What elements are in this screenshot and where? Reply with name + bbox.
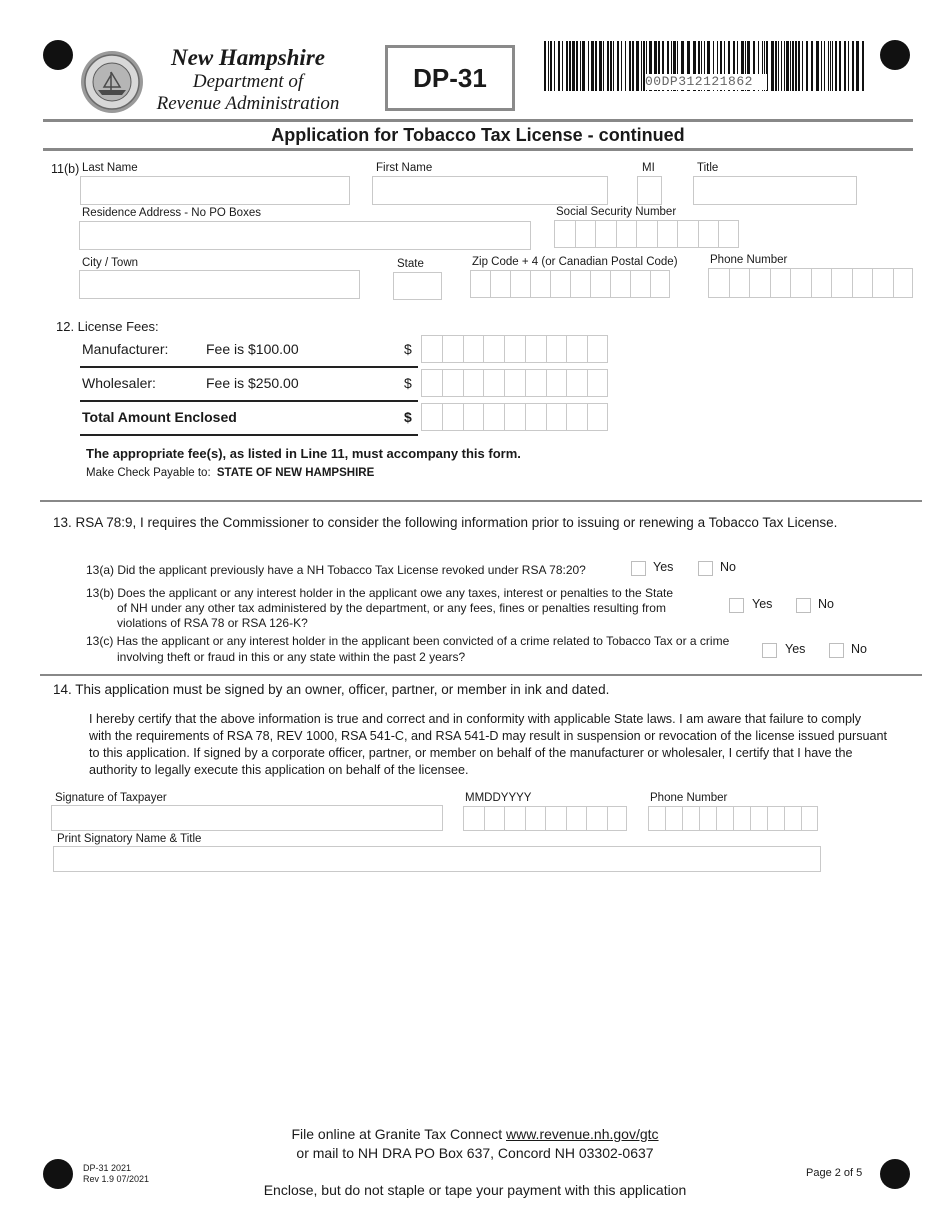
barcode-bar [591, 41, 594, 91]
input-cell[interactable] [550, 270, 570, 298]
form-revision: Rev 1.9 07/2021 [83, 1174, 150, 1184]
barcode-bar [848, 41, 849, 91]
barcode-bar [554, 41, 555, 91]
barcode-bar [572, 41, 575, 91]
signer-phone-label: Phone Number [650, 792, 728, 804]
input-cell[interactable] [525, 806, 546, 831]
barcode-bar [607, 41, 609, 91]
barcode-bar [816, 41, 819, 91]
barcode-bar [856, 41, 859, 91]
input-cell[interactable] [587, 403, 608, 431]
form-id-box [385, 45, 515, 111]
form-code: DP-31 2021 [83, 1163, 132, 1173]
input-cell[interactable] [586, 806, 607, 831]
certification-line: authority to legally execute this application on behalf of the licensee. [89, 763, 469, 777]
barcode-bar [562, 41, 563, 91]
barcode-bar [784, 41, 785, 91]
footer-url-link[interactable]: www.revenue.nh.gov/gtc [506, 1126, 659, 1142]
barcode-bar [610, 41, 612, 91]
question-13b-line3: violations of RSA 78 or RSA 126-K? [117, 616, 308, 630]
input-cell[interactable] [421, 403, 442, 431]
registration-dot [43, 40, 73, 70]
input-cell[interactable] [566, 369, 587, 397]
input-cell[interactable] [698, 220, 719, 248]
barcode-bar [599, 41, 602, 91]
zip-field[interactable] [470, 270, 670, 298]
section-11b-number: 11(b) [51, 162, 80, 176]
signer-phone-field[interactable] [648, 806, 818, 831]
input-cell[interactable] [801, 806, 818, 831]
question-13b-line1: 13(b) Does the applicant or any interest holder in the applicant owe any taxes, interest or penalties to the State [86, 586, 674, 600]
agency-line3: Revenue Administration [156, 93, 340, 114]
certification-line: I hereby certify that the above information is true and correct and in conformity with applicable State laws. I am aware that failure to comply [89, 712, 862, 726]
page-title: Application for Tobacco Tax License - continued [271, 125, 685, 145]
barcode-bar [617, 41, 619, 91]
input-cell[interactable] [811, 268, 832, 298]
date-label: MMDDYYYY [465, 792, 532, 804]
q13a-yes-checkbox[interactable] [631, 561, 646, 576]
input-cell[interactable] [463, 335, 484, 363]
page-number: Page 2 of 5 [806, 1167, 863, 1179]
q13c-yes-label: Yes [785, 642, 806, 656]
total-amount-field[interactable] [421, 403, 608, 431]
input-cell[interactable] [749, 268, 770, 298]
footer-online [0, 1126, 950, 1142]
barcode-bar [625, 41, 626, 91]
barcode-bar [862, 41, 864, 91]
agency-name [140, 45, 356, 115]
mi-label: MI [642, 162, 655, 174]
phone-label: Phone Number [710, 254, 788, 266]
input-cell[interactable] [665, 806, 682, 831]
input-cell[interactable] [716, 806, 733, 831]
barcode-bar [566, 41, 568, 91]
input-cell[interactable] [648, 806, 665, 831]
date-field[interactable] [463, 806, 627, 831]
phone-field[interactable] [708, 268, 913, 298]
input-cell[interactable] [566, 403, 587, 431]
input-cell[interactable] [545, 806, 566, 831]
total-dollar-sign: $ [404, 409, 412, 425]
input-cell[interactable] [595, 220, 616, 248]
barcode-bar [544, 41, 546, 91]
input-cell[interactable] [421, 369, 442, 397]
last-name-label: Last Name [82, 162, 138, 174]
barcode-bar [641, 41, 642, 91]
input-cell[interactable] [525, 403, 546, 431]
barcode-bar [852, 41, 854, 91]
input-cell[interactable] [852, 268, 873, 298]
input-cell[interactable] [767, 806, 784, 831]
fee-divider [80, 366, 418, 368]
q13c-no-label: No [851, 642, 867, 656]
barcode-bar [588, 41, 589, 91]
barcode-bar [844, 41, 846, 91]
input-cell[interactable] [610, 270, 630, 298]
payable-prefix: Make Check Payable to: [86, 467, 211, 479]
title-field[interactable] [693, 176, 857, 205]
barcode-bar [582, 41, 585, 91]
barcode-bar [821, 41, 822, 91]
ssn-label: Social Security Number [556, 206, 677, 218]
signature-label: Signature of Taxpayer [55, 792, 167, 804]
barcode-bar [603, 41, 604, 91]
input-cell[interactable] [483, 403, 504, 431]
section-divider [40, 500, 922, 502]
footer-online-prefix: File online at Granite Tax Connect [291, 1126, 503, 1142]
first-name-label: First Name [376, 162, 433, 174]
input-cell[interactable] [790, 268, 811, 298]
barcode-bar [781, 41, 782, 91]
first-name-field[interactable] [372, 176, 608, 205]
barcode-bar [550, 41, 552, 91]
input-cell[interactable] [770, 268, 791, 298]
input-cell[interactable] [718, 220, 739, 248]
barcode-bar [798, 41, 800, 91]
input-cell[interactable] [530, 270, 550, 298]
ssn-field[interactable] [554, 220, 739, 248]
input-cell[interactable] [657, 220, 678, 248]
barcode-bar [636, 41, 639, 91]
q13c-yes-checkbox[interactable] [762, 643, 777, 658]
barcode-bar [595, 41, 597, 91]
agency-line1: New Hampshire [171, 45, 325, 70]
input-cell[interactable] [525, 335, 546, 363]
input-cell[interactable] [483, 335, 504, 363]
certification-line: to this application. If signed by a corporate officer, partner, or member on behalf of the manufacturer or wholesaler, I certify that I have the [89, 746, 853, 760]
registration-dot [880, 40, 910, 70]
input-cell[interactable] [546, 335, 567, 363]
input-cell[interactable] [442, 369, 463, 397]
input-cell[interactable] [587, 369, 608, 397]
input-cell[interactable] [463, 369, 484, 397]
q13b-no-checkbox[interactable] [796, 598, 811, 613]
input-cell[interactable] [708, 268, 729, 298]
footer-mail: or mail to NH DRA PO Box 637, Concord NH 03302-0637 [296, 1145, 654, 1161]
question-13c-line1: 13(c) Has the applicant or any interest holder in the applicant been convicted of a crime related to Tobacco Tax or a crime [86, 634, 730, 648]
input-cell[interactable] [554, 220, 575, 248]
barcode-bar [811, 41, 813, 91]
input-cell[interactable] [893, 268, 914, 298]
input-cell[interactable] [504, 335, 525, 363]
input-cell[interactable] [682, 806, 699, 831]
print-name-label: Print Signatory Name & Title [57, 833, 202, 845]
question-13a: 13(a) Did the applicant previously have a NH Tobacco Tax License revoked under RSA 78:20? [86, 563, 586, 577]
residence-field[interactable] [79, 221, 531, 250]
barcode-bar [806, 41, 808, 91]
barcode-bar [629, 41, 631, 91]
barcode-bar [576, 41, 578, 91]
barcode-bar [778, 41, 779, 91]
input-cell[interactable] [490, 270, 510, 298]
barcode-bar [580, 41, 581, 91]
residence-label: Residence Address - No PO Boxes [82, 207, 261, 219]
input-cell[interactable] [570, 270, 590, 298]
input-cell[interactable] [504, 369, 525, 397]
section-14-heading: 14. This application must be signed by an owner, officer, partner, or member in ink and dated. [53, 682, 610, 697]
barcode-bar [835, 41, 837, 91]
input-cell[interactable] [575, 220, 596, 248]
manufacturer-fee: Fee is $100.00 [206, 341, 299, 357]
last-name-field[interactable] [80, 176, 350, 205]
barcode-bar [548, 41, 549, 91]
payable-line [86, 467, 374, 479]
section-12-heading: 12. License Fees: [56, 319, 159, 334]
print-name-field[interactable] [53, 846, 821, 872]
input-cell[interactable] [525, 369, 546, 397]
barcode-bar [613, 41, 614, 91]
input-cell[interactable] [607, 806, 628, 831]
input-cell[interactable] [463, 806, 484, 831]
input-cell[interactable] [872, 268, 893, 298]
dollar-sign: $ [404, 341, 412, 357]
state-seal-icon [80, 50, 144, 114]
input-cell[interactable] [484, 806, 505, 831]
input-cell[interactable] [636, 220, 657, 248]
input-cell[interactable] [504, 806, 525, 831]
dollar-sign: $ [404, 375, 412, 391]
input-cell[interactable] [463, 403, 484, 431]
manufacturer-amount-field[interactable] [421, 335, 608, 363]
payable-to: STATE OF NEW HAMPSHIRE [216, 467, 375, 479]
barcode-bar [830, 41, 831, 91]
q13b-yes-label: Yes [752, 597, 773, 611]
manufacturer-label: Manufacturer: [82, 341, 169, 357]
barcode-number: 00DP312121862 [645, 74, 767, 90]
input-cell[interactable] [546, 403, 567, 431]
q13b-no-label: No [818, 597, 834, 611]
input-cell[interactable] [616, 220, 637, 248]
input-cell[interactable] [587, 335, 608, 363]
agency-line2: Department of [192, 71, 304, 92]
input-cell[interactable] [566, 806, 587, 831]
title-rule-bottom [43, 148, 913, 151]
wholesaler-fee: Fee is $250.00 [206, 375, 299, 391]
state-label: State [397, 258, 424, 270]
q13a-yes-label: Yes [653, 560, 674, 574]
wholesaler-amount-field[interactable] [421, 369, 608, 397]
input-cell[interactable] [442, 335, 463, 363]
input-cell[interactable] [470, 270, 490, 298]
state-field[interactable] [393, 272, 442, 300]
barcode-bar [828, 41, 829, 91]
city-label: City / Town [82, 257, 139, 269]
title-rule-top [43, 119, 913, 122]
section-13-intro: 13. RSA 78:9, I requires the Commissioner to consider the following information prior to issuing or renewing a Tobacco Tax License. [53, 515, 838, 530]
input-cell[interactable] [442, 403, 463, 431]
barcode-bar [558, 41, 560, 91]
input-cell[interactable] [483, 369, 504, 397]
input-cell[interactable] [566, 335, 587, 363]
signature-field[interactable] [51, 805, 443, 831]
input-cell[interactable] [729, 268, 750, 298]
title-label: Title [697, 162, 719, 174]
footer-enclose: Enclose, but do not staple or tape your payment with this application [263, 1182, 687, 1198]
barcode-bar [569, 41, 571, 91]
input-cell[interactable] [504, 403, 525, 431]
input-cell[interactable] [630, 270, 650, 298]
certification-text [89, 711, 909, 779]
input-cell[interactable] [510, 270, 530, 298]
input-cell[interactable] [650, 270, 670, 298]
barcode-bar [790, 41, 791, 91]
total-label: Total Amount Enclosed [82, 409, 237, 425]
wholesaler-label: Wholesaler: [82, 375, 156, 391]
barcode-bar [839, 41, 841, 91]
q13a-no-label: No [720, 560, 736, 574]
city-field[interactable] [79, 270, 360, 299]
q13c-no-checkbox[interactable] [829, 643, 844, 658]
fee-divider [80, 434, 418, 436]
q13a-no-checkbox[interactable] [698, 561, 713, 576]
input-cell[interactable] [546, 369, 567, 397]
fee-note: The appropriate fee(s), as listed in Line 11, must accompany this form. [86, 446, 521, 461]
barcode-bar [795, 41, 797, 91]
mi-field[interactable] [637, 176, 662, 205]
input-cell[interactable] [677, 220, 698, 248]
barcode-bar [824, 41, 825, 91]
certification-line: with the requirements of RSA 78, REV 1000, RSA 541-C, and RSA 541-D may result in suspension or revocation of the license issued pursuant [89, 729, 888, 743]
q13b-yes-checkbox[interactable] [729, 598, 744, 613]
barcode-bar [771, 41, 774, 91]
barcode-bar [621, 41, 622, 91]
input-cell[interactable] [421, 335, 442, 363]
question-13b-line2: of NH under any other tax administered by the department, or any fees, fines or penalties resulting from [117, 601, 666, 615]
input-cell[interactable] [733, 806, 750, 831]
input-cell[interactable] [590, 270, 610, 298]
form-id: DP-31 [413, 62, 487, 93]
barcode-bar [632, 41, 634, 91]
input-cell[interactable] [750, 806, 767, 831]
input-cell[interactable] [699, 806, 716, 831]
barcode-bar [802, 41, 803, 91]
barcode-bar [786, 41, 789, 91]
input-cell[interactable] [784, 806, 801, 831]
fee-divider [80, 400, 418, 402]
question-13c-line2: involving theft or fraud in this or any state within the past 2 years? [117, 650, 466, 664]
zip-label: Zip Code + 4 (or Canadian Postal Code) [472, 256, 678, 268]
barcode-bar [792, 41, 794, 91]
barcode-bar [775, 41, 777, 91]
input-cell[interactable] [831, 268, 852, 298]
barcode-bar [832, 41, 833, 91]
section-divider [40, 674, 922, 676]
